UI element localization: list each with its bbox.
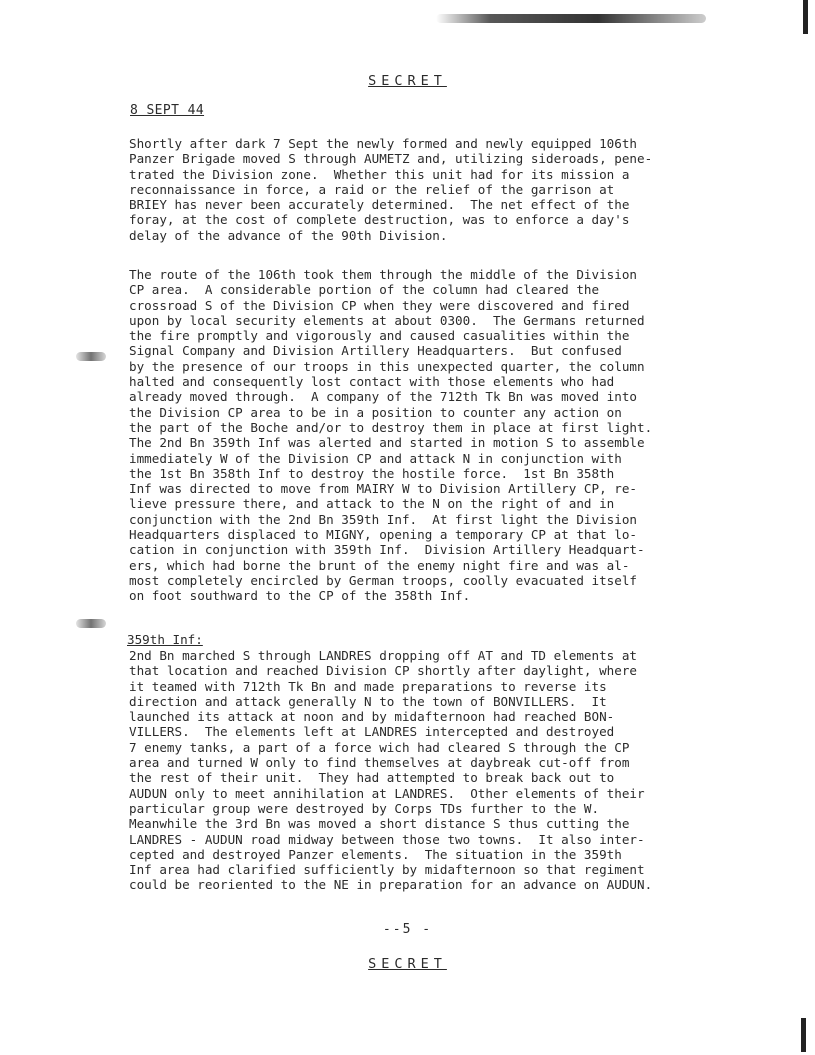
text-line: area and turned W only to find themselves at daybreak cut-off from — [129, 755, 630, 771]
text-line: delay of the advance of the 90th Division. — [129, 227, 448, 243]
text-line: launched its attack at noon and by midafternoon had reached BON- — [129, 709, 615, 725]
text-line: trated the Division zone. Whether this unit had for its mission a — [129, 166, 630, 182]
text-line: Signal Company and Division Artillery Headquarters. But confused — [129, 343, 622, 359]
paragraph — [129, 648, 769, 893]
text-line: The 2nd Bn 359th Inf was alerted and started in motion S to assemble — [129, 435, 645, 451]
text-line: 7 enemy tanks, a part of a force wich had cleared S through the CP — [129, 739, 630, 755]
text-line: conjunction with the 2nd Bn 359th Inf. At first light the Division — [129, 511, 637, 527]
text-line: Meanwhile the 3rd Bn was moved a short distance S thus cutting the — [129, 816, 630, 832]
text-line: crossroad S of the Division CP when they were discovered and fired — [129, 297, 630, 313]
text-line: direction and attack generally N to the town of BONVILLERS. It — [129, 693, 607, 709]
text-line: by the presence of our troops in this unexpected quarter, the column — [129, 358, 645, 374]
text-line: it teamed with 712th Tk Bn and made preparations to reverse its — [129, 678, 607, 694]
text-line: LANDRES - AUDUN road midway between those two towns. It also inter- — [129, 831, 645, 847]
text-line: Headquarters displaced to MIGNY, opening a temporary CP at that lo- — [129, 527, 637, 543]
text-line: immediately W of the Division CP and attack N in conjunction with — [129, 450, 622, 466]
text-line: lieve pressure there, and attack to the N on the right of and in — [129, 496, 615, 512]
date-heading: 8 SEPT 44 — [130, 103, 205, 118]
text-line: Inf area had clarified sufficiently by midafternoon so that regiment — [129, 862, 645, 878]
text-line: upon by local security elements at about 0300. The Germans returned — [129, 312, 645, 328]
text-line: cepted and destroyed Panzer elements. The situation in the 359th — [129, 846, 622, 862]
text-line: Panzer Brigade moved S through AUMETZ and, utilizing sideroads, pene- — [129, 151, 653, 167]
scan-edge-mark-bottom — [801, 1018, 806, 1052]
text-line: Shortly after dark 7 Sept the newly formed and newly equipped 106th — [129, 136, 637, 151]
page-number: --5 - — [382, 922, 433, 937]
classification-footer: SECRET — [368, 956, 447, 972]
text-line: halted and consequently lost contact with those elements who had — [129, 374, 615, 390]
text-line: that location and reached Division CP shortly after daylight, where — [129, 663, 637, 679]
section-heading: 359th Inf: — [127, 632, 203, 647]
scan-smudge-top — [436, 14, 706, 23]
text-line: 2nd Bn marched S through LANDRES dropping off AT and TD elements at — [129, 648, 637, 663]
text-line: reconnaissance in force, a raid or the relief of the garrison at — [129, 181, 615, 197]
text-line: on foot southward to the CP of the 358th Inf. — [129, 588, 471, 604]
text-line: The route of the 106th took them through the middle of the Division — [129, 267, 637, 282]
text-line: the Division CP area to be in a position to counter any action on — [129, 404, 622, 420]
text-line: particular group were destroyed by Corps TDs further to the W. — [129, 800, 600, 816]
text-line: the part of the Boche and/or to destroy them in place at first light. — [129, 419, 653, 435]
text-line: VILLERS. The elements left at LANDRES intercepted and destroyed — [129, 724, 615, 740]
paragraph — [129, 136, 769, 243]
text-line: ers, which had borne the brunt of the enemy night fire and was al- — [129, 557, 630, 573]
text-line: the rest of their unit. They had attempted to break back out to — [129, 770, 615, 786]
scan-edge-mark-top — [803, 0, 808, 34]
text-line: AUDUN only to meet annihilation at LANDRES. Other elements of their — [129, 785, 645, 801]
punch-hole-mark — [76, 352, 106, 361]
punch-hole-mark — [76, 619, 106, 628]
text-line: the fire promptly and vigorously and caused casualities within the — [129, 328, 630, 344]
text-line: already moved through. A company of the 712th Tk Bn was moved into — [129, 389, 637, 405]
text-line: BRIEY has never been accurately determined. The net effect of the — [129, 197, 630, 213]
text-line: Inf was directed to move from MAIRY W to Division Artillery CP, re- — [129, 481, 637, 497]
text-line: could be reoriented to the NE in preparation for an advance on AUDUN. — [129, 877, 653, 893]
text-line: the 1st Bn 358th Inf to destroy the hostile force. 1st Bn 358th — [129, 465, 615, 481]
text-line: foray, at the cost of complete destruction, was to enforce a day's — [129, 212, 630, 228]
paragraph — [129, 267, 769, 604]
text-line: cation in conjunction with 359th Inf. Division Artillery Headquart- — [129, 542, 645, 558]
text-line: CP area. A considerable portion of the column had cleared the — [129, 282, 600, 298]
text-line: most completely encircled by German troops, coolly evacuated itself — [129, 572, 637, 588]
classification-header: SECRET — [368, 73, 447, 89]
